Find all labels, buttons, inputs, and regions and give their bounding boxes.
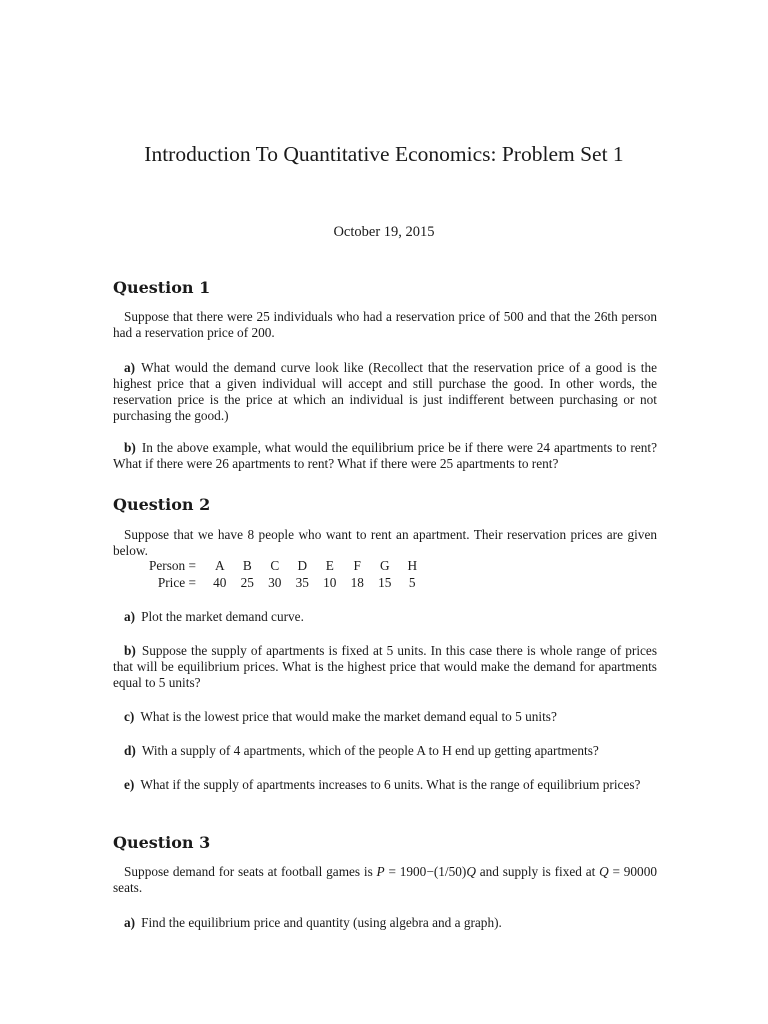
question-2-part-a bbox=[113, 609, 657, 625]
question-2-part-c bbox=[113, 709, 657, 725]
question-1-heading: Question 1 bbox=[113, 278, 211, 297]
table-cell: 10 bbox=[323, 574, 337, 590]
question-1-part-a bbox=[113, 360, 657, 424]
part-text: Suppose the supply of apartments is fixed at 5 units. In this case there is whole range of prices that will be equilibrium prices. What is the highest price that would make the demand for apartments equal to 5 units? bbox=[113, 643, 657, 690]
part-label: b) bbox=[124, 440, 136, 455]
math-supply-expression: = 90000 bbox=[608, 864, 657, 879]
part-text: What would the demand curve look like (Recollect that the reservation price of a good is the highest price that a given individual will accept and still purchase the good. In other words, the reservation price is the price at which an individual is just indifferent between purchasing or not purchasing the good.) bbox=[113, 360, 657, 423]
part-text: What if the supply of apartments increases to 6 units. What is the range of equilibrium prices? bbox=[140, 777, 641, 792]
table-cell: 15 bbox=[378, 574, 392, 590]
table-cell: 5 bbox=[408, 574, 416, 590]
part-label: c) bbox=[124, 709, 135, 724]
question-2-heading: Question 2 bbox=[113, 495, 211, 514]
row-label-price: Price = bbox=[157, 574, 196, 590]
table-cell: 18 bbox=[350, 574, 364, 590]
question-1-intro: Suppose that there were 25 individuals who had a reservation price of 500 and that the 26th person had a reservation price of 200. bbox=[113, 309, 657, 340]
table-cell: G bbox=[379, 557, 390, 573]
question-2-part-b bbox=[113, 643, 657, 691]
part-text: Plot the market demand curve. bbox=[141, 609, 304, 624]
part-label: e) bbox=[124, 777, 135, 792]
table-cell: H bbox=[407, 557, 418, 573]
reservation-price-table bbox=[132, 557, 426, 591]
part-text: In the above example, what would the equilibrium price be if there were 24 apartments to rent?What if there were 26 apartments to rent? What if there were 25 apartments to rent? bbox=[113, 440, 657, 471]
table-cell: A bbox=[214, 557, 225, 573]
intro-text: Suppose demand for seats at football games is bbox=[124, 864, 377, 879]
question-2-part-d bbox=[113, 743, 657, 759]
table-cell: 30 bbox=[268, 574, 282, 590]
intro-text: and supply is fixed at bbox=[475, 864, 600, 879]
document-title: Introduction To Quantitative Economics: Problem Set 1 bbox=[144, 142, 624, 166]
table-cell: 40 bbox=[213, 574, 227, 590]
part-label: b) bbox=[124, 643, 136, 658]
math-variable-p: P bbox=[376, 864, 385, 879]
part-label: a) bbox=[124, 609, 136, 624]
math-variable-q: Q bbox=[599, 864, 609, 879]
table-cell: F bbox=[353, 557, 361, 573]
question-3-heading: Question 3 bbox=[113, 833, 211, 852]
table-row bbox=[132, 574, 426, 591]
part-label: a) bbox=[124, 915, 136, 930]
table-row bbox=[132, 557, 426, 574]
part-label: a) bbox=[124, 360, 136, 375]
part-text: What is the lowest price that would make the market demand equal to 5 units? bbox=[140, 709, 557, 724]
math-demand-expression: = 1900−(1/50) bbox=[384, 864, 467, 879]
part-text: Find the equilibrium price and quantity (using algebra and a graph). bbox=[141, 915, 502, 930]
intro-text: seats. bbox=[113, 880, 143, 895]
table-cell: D bbox=[297, 557, 308, 573]
question-2-intro: Suppose that we have 8 people who want to rent an apartment. Their reservation prices are given below. bbox=[113, 527, 657, 558]
table-cell: B bbox=[242, 557, 252, 573]
question-2-part-e bbox=[113, 777, 657, 793]
table-cell: 25 bbox=[240, 574, 254, 590]
question-3-part-a bbox=[113, 915, 657, 931]
table-cell: E bbox=[325, 557, 334, 573]
math-variable-q: Q bbox=[466, 864, 476, 879]
document-date: October 19, 2015 bbox=[333, 224, 435, 240]
question-3-intro bbox=[113, 864, 657, 896]
part-text: With a supply of 4 apartments, which of the people A to H end up getting apartments? bbox=[141, 743, 599, 758]
question-1-part-b bbox=[113, 440, 657, 472]
part-label: d) bbox=[124, 743, 136, 758]
table-cell: C bbox=[270, 557, 280, 573]
table-cell: 35 bbox=[295, 574, 309, 590]
row-label-person: Person = bbox=[148, 557, 196, 573]
